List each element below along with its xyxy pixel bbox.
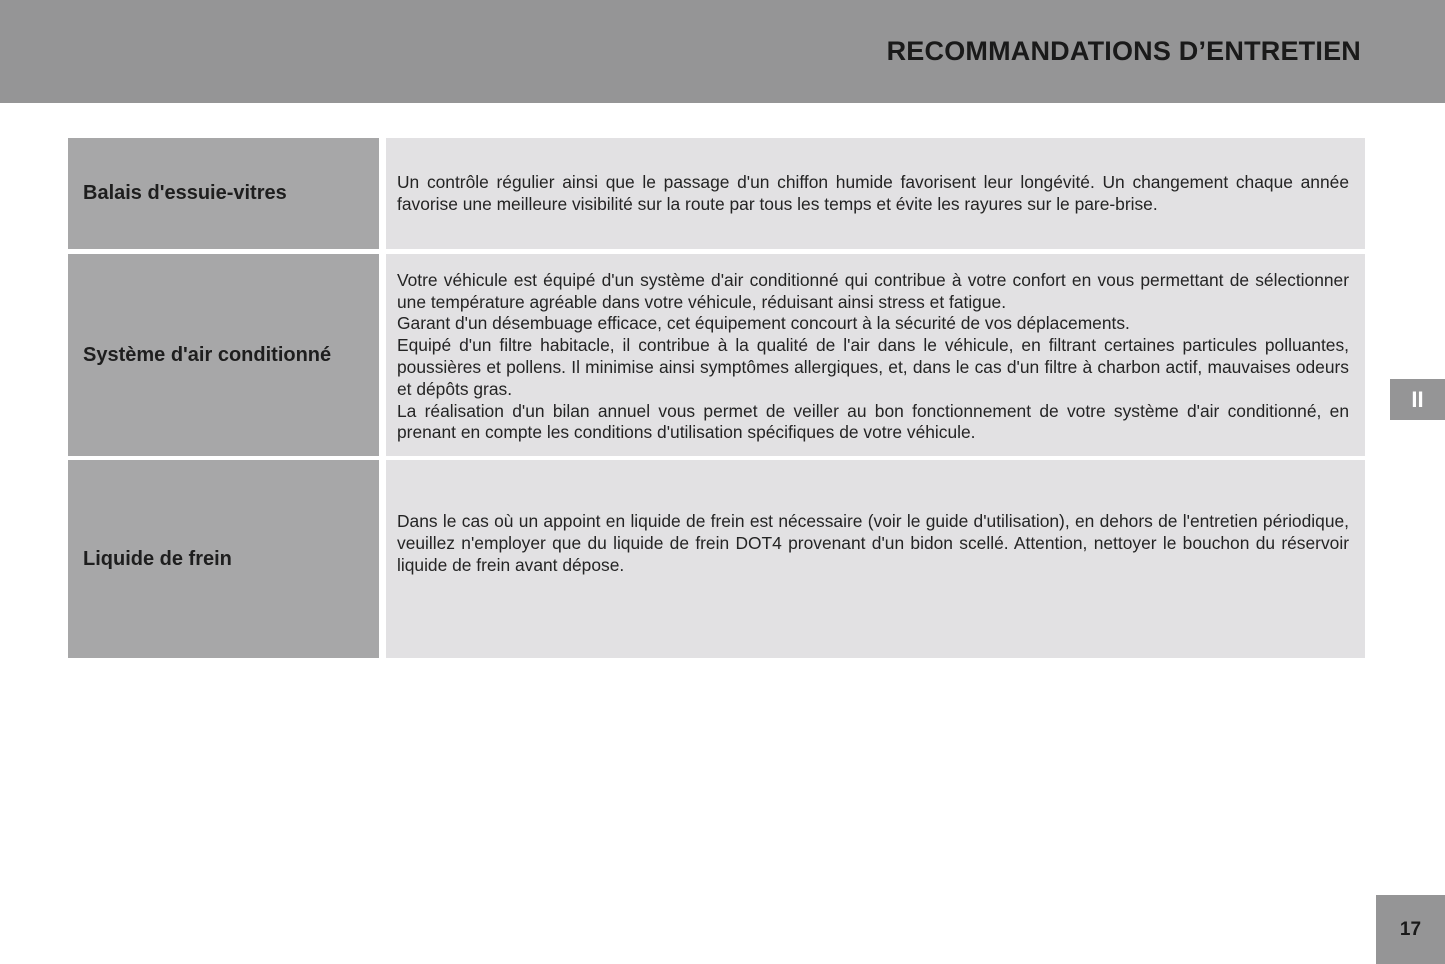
row-description-cell (386, 254, 1365, 456)
row-description-cell (386, 460, 1365, 658)
page-number: 17 (1376, 895, 1445, 964)
row-paragraph: La réalisation d'un bilan annuel vous permet de veiller au bon fonctionnement de votre système d'air conditionné, en prenant en compte les conditions d'utilisation spécifiques de votre véhicule. (397, 400, 1349, 443)
row-label: Liquide de frein (83, 547, 232, 570)
row-paragraph: Equipé d'un filtre habitacle, il contribue à la qualité de l'air dans le véhicule, en filtrant certaines particules polluantes, poussières et pollens. Il minimise ainsi symptômes allergiques, et, dans le cas d'un filtre à charbon actif, mauvaises odeurs et dépôts gras. (397, 335, 1349, 399)
page-title: RECOMMANDATIONS D’ENTRETIEN (886, 36, 1361, 66)
table-row-wiper-blades (68, 138, 1365, 249)
row-description-cell (386, 138, 1365, 249)
row-paragraph: Dans le cas où un appoint en liquide de frein est nécessaire (voir le guide d'utilisation), en dehors de l'entretien périodique, veuillez n'employer que du liquide de frein DOT4 provenant d'un bidon scellé. Attention, nettoyer le bouchon du réservoir liquide de frein avant dépose. (397, 511, 1349, 575)
row-paragraph: Un contrôle régulier ainsi que le passage d'un chiffon humide favorisent leur longévité. Un changement chaque année favorise une meilleure visibilité sur la route par tous les temps et évite les rayures sur le pare-brise. (397, 171, 1349, 214)
row-label-cell (68, 138, 379, 249)
table-row-brake-fluid (68, 460, 1365, 658)
row-label: Système d'air conditionné (83, 343, 332, 366)
page-header (0, 0, 1445, 103)
row-label: Balais d'essuie-vitres (83, 182, 287, 204)
row-paragraph: Votre véhicule est équipé d'un système d'air conditionné qui contribue à votre confort en vous permettant de sélectionner une température agréable dans votre véhicule, réduisant ainsi stress et fatigue. (397, 269, 1349, 312)
section-tab: II (1390, 379, 1445, 420)
row-label-cell (68, 460, 379, 658)
row-paragraph: Garant d'un désembuage efficace, cet équipement concourt à la sécurité de vos déplacements. (397, 313, 1130, 334)
row-label-cell (68, 254, 379, 456)
table-row-air-conditioning (68, 254, 1365, 456)
